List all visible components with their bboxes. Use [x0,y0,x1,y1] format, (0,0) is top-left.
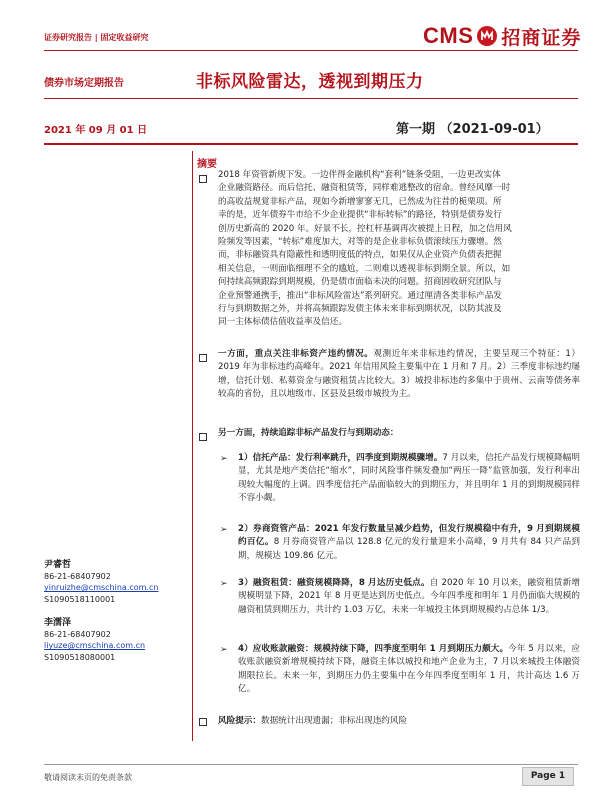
abstract-line: 2018 年资管新规下发。一边伴得金融机构“套利”链条受阻，一边更改实体 [218,170,501,180]
column-divider [192,151,193,741]
square-bullet-icon [199,175,207,183]
risk-label: 风险提示： [218,716,261,726]
title-divider [44,98,578,99]
sub-item-trust [238,452,580,506]
issue-number: 第一期 （2021-09-01） [396,122,549,137]
arrow-bullet-icon: ➢ [220,525,228,535]
abstract-line: 的高收益规覚非标产品，现如今新增寥寥无几，已然成为往昔的栀栗项。所 [218,196,502,207]
analyst-phone: 86-21-68407902 [44,572,111,582]
logo-text: CMS [423,23,474,48]
analyst-cert: S1090518080001 [44,652,116,662]
analyst-name: 尹睿哲 [44,560,72,570]
item-body: 自 2020 年 10 月以来，融资租赁新增规模明显下降，2021 年 8 月更是达到历史低点。今年四季度和明年 1 月仍面临大规模的融资租赁到期压力，共计约 1.03 万亿，未来一年城投主体到期规模约占总体 1/3。 [238,578,581,615]
analyst-cert: S1090518110001 [44,594,116,604]
sub-item-receivables [238,643,580,697]
disclaimer-note: 敬请阅读末页的免责条款 [44,773,132,782]
item-body: 今年 5 月以来，应收账款融资新增规模持续下降，融资主体以城投和地产企业为主，7 月以来城投主体融资期限拉长。未来一年，到期压力仍主要集中在今年四季度至明年 1 月，共计高达 1.6 万亿。 [238,644,580,695]
sub-item-leasing [238,577,580,617]
abstract-line: 险频发等因素，“转标”难度加大，对等的是企业非标负债滚续压力骤增。然 [218,237,502,248]
abstract-line: 同一主体标债估值收益率及信还。 [218,317,347,328]
analyst-contact-1 [44,560,158,605]
abstract-paragraph-3: 另一方面，持续追踪非标产品发行与到期动态： [218,428,399,438]
cms-badge-icon [477,26,497,46]
report-category: 证券研究报告 | 固定收益研究 [44,33,149,42]
sub-item-broker-am [238,523,580,563]
square-bullet-icon [199,718,207,726]
abstract-line: 创历史新高的 2020 年。好景不长，控杠杆基调再次被提上日程，加之信用风 [218,223,512,234]
abstract-paragraph-2 [218,348,580,402]
analyst-contact-2 [44,618,145,663]
abstract-line: 企业融资路径。而后信托、融资租赁等，同样难逃整改的宿命。曾经风靡一时 [218,183,511,194]
page-title: 非标风险雷达，透视到期压力 [196,72,424,92]
analyst-email-link[interactable]: yinruizhe@cmschina.com.cn [44,583,159,593]
footer-divider [44,764,578,765]
date-divider [44,143,578,145]
page-number: Page 1 [522,767,574,786]
arrow-bullet-icon: ➢ [220,645,228,655]
paragraph-heading: 一方面，重点关注非标资产违约情况。 [218,349,374,359]
abstract-label: 摘要 [197,159,217,170]
report-date: 2021 年 09 月 01 日 [44,125,148,136]
arrow-bullet-icon: ➢ [220,579,228,589]
item-heading: 2）券商资管产品：2021 年发行数量呈减少趋势，但发行规模稳中有升，9 月到期规模约百亿。 [238,524,580,548]
abstract-line: 相关信息，一则面临细理不全的尴尬，二则难以透视非标到期全景。所以，如 [218,263,511,274]
analyst-name: 李濡泽 [44,618,72,628]
item-body: 8 月券商资管产品以 128.8 亿元的发行量迎来小高峰，9 月共有 84 只产品到期，规模达 109.86 亿元。 [238,537,580,561]
analyst-email-link[interactable]: liyuze@cmschina.com.cn [44,641,146,651]
risk-warning [218,714,407,726]
arrow-bullet-icon: ➢ [220,454,228,464]
item-body: 7 月以来，信托产品发行规模降幅明显，尤其是地产类信托“缩水”，同时风险事件频发叠加“两压一降”监管加强，发行利率出现较大幅度的上调。四季度信托产品面临较大的到期压力，并且明年 1 月的到期规模同样不容小觑。 [238,453,580,504]
analyst-phone: 86-21-68407902 [44,630,111,640]
abstract-line: 何持续高频跟踪到期规模，仍是债市面临未决的问题。招商固收研究团队与 [218,277,502,288]
risk-text: 数据统计出现遗漏；非标出现违约风险 [260,716,408,726]
abstract-paragraph-1 [218,169,580,330]
item-heading: 3）融资租赁：融资规模降降，8 月达历史低点。 [238,578,430,588]
square-bullet-icon [199,354,207,362]
item-heading: 4）应收账款融资：规模持续下降，四季度至明年 1 月到期压力颇大。 [238,644,509,654]
square-bullet-icon [199,433,207,441]
header-divider [44,50,578,51]
abstract-line: 行与到期数据之外，并将高频跟踪发债主体未来非标到期状况，以防其波及 [218,304,502,315]
logo-cn-text: 招商证券 [501,26,582,49]
abstract-line: 而，非标融资具有隐蔽性和透明度低的特点，如果仅从企业资产负债表把握 [218,250,502,261]
abstract-line: 幸的是，近年债券牛市给不少企业提供“非标转标”的路径，特别是债券发行 [218,210,502,221]
paragraph-body: 观测近年来非标违约情况，主要呈现三个特征：1）2019 年为非标违约高峰年。2021 年信用风险主要集中在 1 月和 7 月。2）三季度非标违约屡增，信托计划、私募资金与融资租赁占比较大。3）城投非标违约多集中于贵州、云南等债务率较高的省份，且以地级市、区县及县级市城投为主。 [218,349,580,400]
cms-logo [423,22,581,50]
report-type: 债券市场定期报告 [44,78,124,89]
abstract-line: 企业预警通携手，推出“非标风险雷达”系列研究。通过厘清各类非标产品发 [218,290,502,301]
item-heading: 1）信托产品：发行利率跳升，四季度到期规模骤增。 [238,453,443,463]
